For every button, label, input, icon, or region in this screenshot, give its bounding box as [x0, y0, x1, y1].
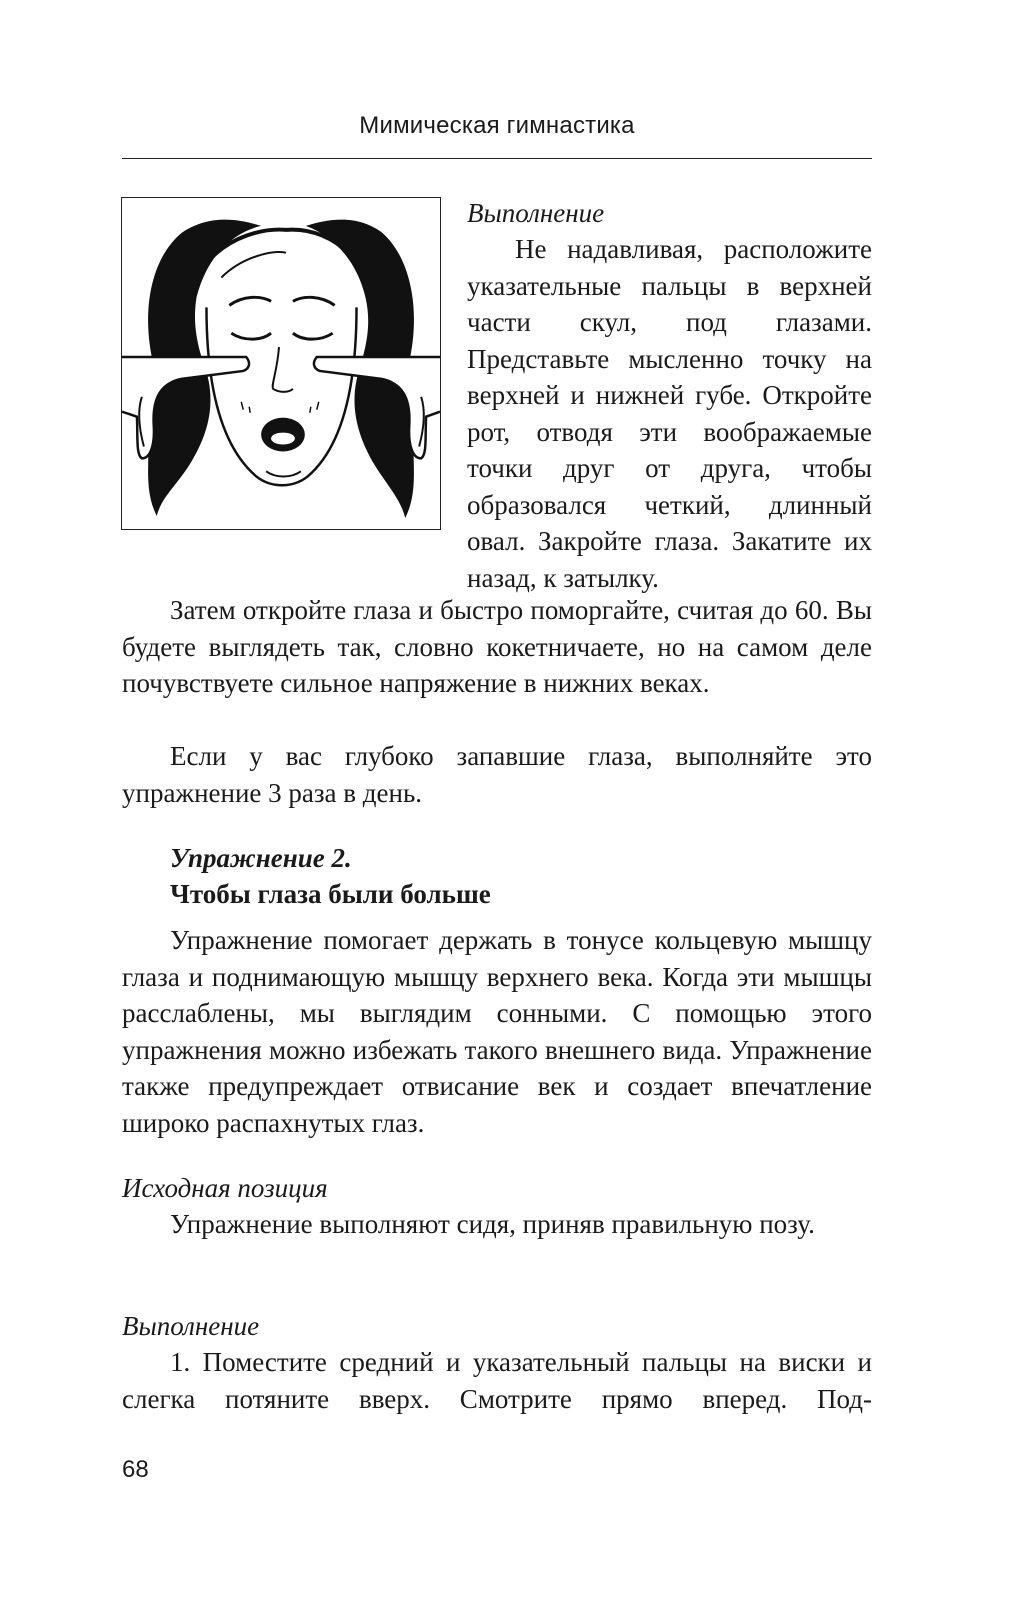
paragraph-continuation: Затем откройте глаза и быстро поморгайте, считая до 60. Вы будете выглядеть так, словно кокетничаете, но на самом деле почувствуете сильное напряжение в нижних веках. [122, 595, 872, 698]
paragraph-intro: Упражнение помогает держать в тонусе кольцевую мышцу глаза и поднимающую мышцу верхнего века. Когда эти мышцы расслаблены, мы выглядим сонными. С помощью этого упражнения можно избежать такого внешнего вида. Упражнение также предупреждает отвисание век и создает впечатление широко распахнутых глаз. [122, 925, 872, 1138]
subhead-starting-position: Исходная позиция [122, 1173, 328, 1203]
face-massage-illustration [121, 197, 441, 530]
paragraph-position: Упражнение выполняют сидя, приняв правильную позу. [170, 1209, 815, 1239]
exercise-number: Упражнение 2. [170, 843, 352, 873]
paragraph-step-1: 1. Поместите средний и указательный пальцы на виски и слегка потяните вверх. Смотрите прямо вперед. Под- [122, 1347, 872, 1414]
header-rule [122, 158, 872, 159]
paragraph-execution-text: Не надавливая, расположите указательные пальцы в верхней части скул, под глазами. Представьте мысленно точку на верхней и нижней губе. Откройте рот, отводя эти воображаемые точки друг от друга, чтобы образовался четкий, длинный овал. Закройте глаза. Закатите их назад, к затылку. [467, 234, 872, 593]
subhead-execution-1: Выполнение [467, 198, 605, 228]
paragraph-note: Если у вас глубоко запавшие глаза, выполняйте это упражнение 3 раза в день. [122, 741, 872, 808]
page-number: 68 [122, 1456, 149, 1483]
running-header: Мимическая гимнастика [359, 112, 635, 139]
subhead-execution-2: Выполнение [122, 1311, 260, 1341]
exercise-title: Чтобы глаза были больше [170, 879, 491, 909]
